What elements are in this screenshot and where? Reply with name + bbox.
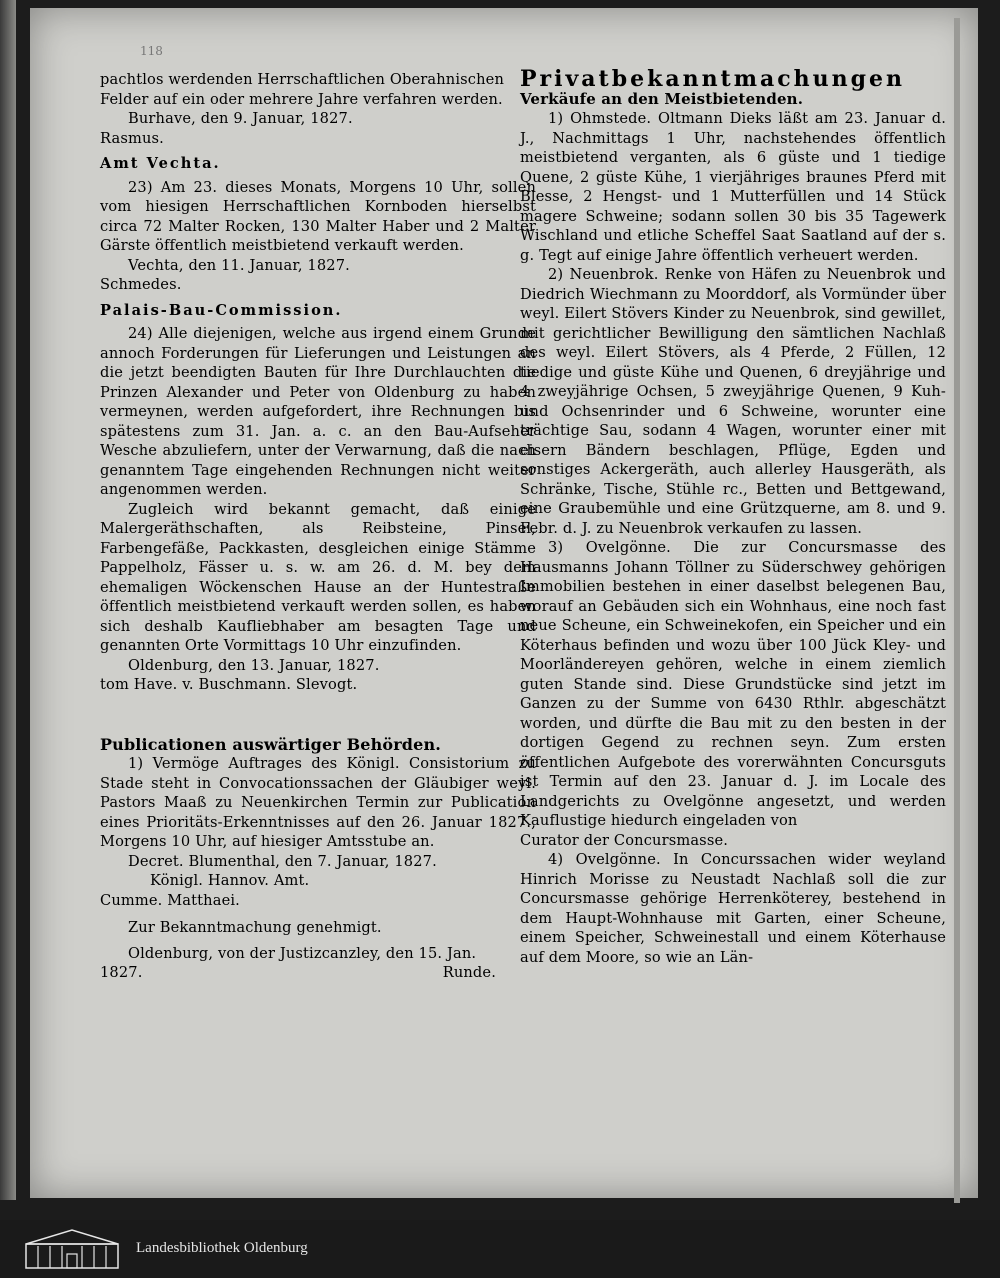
notice-24-signatures: tom Have. v. Buschmann. Slevogt. [100,676,358,693]
publication-1-date: Decret. Blumenthal, den 7. Januar, 1827. [128,852,437,870]
notice-24-text: 24) Alle diejenigen, welche aus irgend einem Grunde annoch Forderungen für Lieferungen und Leistungen an die jetzt beendigten Bauten für Ihre Durchlauchten die Prinzen Alexander und Peter von Oldenburg zu haben vermeynen, werden aufgefordert, ihre Rechnungen bis spätestens zum 31. Jan. a. c. an den Bau-Aufseher Wesche abzuliefern, unter der Verwarnung, daß die nach genanntem Tage eingehenden Rechnungen nicht weiter angenommen werden. [100,325,536,498]
library-name: Landesbibliothek Oldenburg [136,1240,308,1256]
page-corner-mark: 118 [140,44,163,58]
notice-3-signature: Curator der Concursmasse. [520,831,729,849]
notice-23-signature: Schmedes. [100,276,182,293]
notice-23-date: Vechta, den 11. Januar, 1827. [128,256,350,274]
library-building-logo [22,1226,122,1270]
notice-1-ohmstede: 1) Ohmstede. Oltmann Dieks läßt am 23. Januar d. J., Nachmittags 1 Uhr, nachstehendes öffentlich meistbietend verganten, als 6 güste und 1 tiedige Quene, 2 güste Kühe, 1 vierjähriges braunes Pferd mit Blesse, 2 Hengst- und 1 Mutterfüllen und 14 Stück magere Schweine; sodann sollen 30 bis 35 Tagewerk Wischland und etliche Scheffel Saat Saatland auf der s. g. Tegt auf einige Jahre öffentlich verheuert werden. [520,110,946,264]
publication-1-office: Königl. Hannov. Amt. [150,872,310,889]
book-spine [0,0,16,1200]
publication-1-closing [100,963,536,983]
amt-vechta-heading: Amt Vechta. [100,155,221,172]
publication-1-place: Oldenburg, von der Justizcanzley, den 15. Jan. [128,944,477,962]
library-footer [0,1220,1000,1278]
intro-line-1: pachtlos werdenden Herrschaftlichen Oberahnischen [100,71,505,88]
page-edge [954,18,960,1203]
notice-2-neuenbrok: 2) Neuenbrok. Renke von Häfen zu Neuenbrok und Diedrich Wiechmann zu Moorddorf, als Vormünder über weyl. Eilert Stövers Kinder zu Neuenbrok, sind gewillet, mit gerichtlicher Bewilligung den sämtlichen Nachlaß des weyl. Eilert Stövers, als 4 Pferde, 2 Füllen, 12 tiedige und güste Kühe und Quenen, 6 dreyjährige und 4 zweyjährige Ochsen, 5 zweyjährige Quenen, 9 Kuh- und Ochsenrinder und 6 Schweine, worunter eine trächtige Sau, sodann 4 Wagen, worunter einer mit eisern Bändern beschlagen, Pflüge, Egden und sonstiges Ackergeräth, auch allerley Hausgeräth, als Schränke, Tische, Stühle rc., Betten und Bettgewand, eine Graubemühle und eine Grützquerne, am 8. und 9. Febr. d. J. zu Neuenbrok verkaufen zu lassen. [520,266,946,537]
notice-24-date: Oldenburg, den 13. Januar, 1827. [128,656,380,674]
notice-4-ovelgoenne: 4) Ovelgönne. In Concurssachen wider weyland Hinrich Morisse zu Neustadt Nachlaß soll die zur Concursmasse gehörige Herrenköterey, bestehend in dem Haupt-Wohnhause mit Garten, einer Scheune, einem Speicher, Schweinestall und einem Köterhause auf dem Moore, so wie an Län- [520,851,946,966]
publications-heading: Publicationen auswärtiger Behörden. [100,734,441,754]
publication-1-year: 1827. [100,964,143,981]
sales-subtitle: Verkäufe an den Meistbietenden. [520,89,804,108]
publication-1-text: 1) Vermöge Auftrages des Königl. Consistorium zu Stade steht in Convocationssachen der Gläubiger weyl. Pastors Maaß zu Neuenkirchen Termin zur Publication eines Prioritäts-Erkenntnisses auf den 26. Januar 1827., Morgens 10 Uhr, auf hiesiger Amtsstube an. [100,755,536,850]
intro-date: Burhave, den 9. Januar, 1827. [128,110,353,127]
notice-3-ovelgoenne: 3) Ovelgönne. Die zur Concursmasse des Hausmanns Johann Töllner zu Süderschwey gehörigen Immobilien bestehen in einer daselbst belegenen Bau, worauf an Gebäuden sich ein Wohnhaus, eine noch fast neue Scheune, ein Schweinekofen, ein Speicher und ein Köterhaus befinden und wozu über 100 Jück Kley- und Moorländereyen gehören, welche in einem ziemlich guten Stande sind. Diese Grundstücke sind jetzt im Ganzen zu der Summe von 6430 Rthlr. abgeschätzt worden, und dürfte die Bau mit zu den besten in der dortigen Gegend zu rechnen seyn. Zum ersten öffentlichen Aufgebote des vorerwähnten Concursguts ist Termin auf den 23. Januar d. J. im Locale des Landgerichts zu Ovelgönne angesetzt, und werden Kauflustige hiedurch eingeladen von [520,539,946,829]
palais-commission-heading: Palais-Bau-Commission. [100,301,343,319]
left-column [100,70,536,983]
notice-23-text: 23) Am 23. dieses Monats, Morgens 10 Uhr, sollen vom hiesigen Herrschaftlichen Kornboden hierselbst circa 72 Malter Rocken, 130 Malter Haber und 2 Malter Gärste öffentlich meistbietend verkauft werden. [100,178,536,254]
publication-1-signatures: Cumme. Matthaei. [100,891,240,909]
publication-1-signature-2: Runde. [442,964,496,981]
right-column [520,66,946,967]
intro-signature: Rasmus. [100,129,164,147]
private-announcements-title: Privatbekanntmachungen [520,66,906,92]
publication-1-approval: Zur Bekanntmachung genehmigt. [128,919,382,936]
notice-24-text-2: Zugleich wird bekannt gemacht, daß einige Malergeräthschaften, als Reibsteine, Pinsel, Farbengefäße, Packkasten, desgleichen einige Stämme Pappelholz, Fässer u. s. w. am 26. d. M. bey dem ehemaligen Wöckenschen Hause an der Huntestraße öffentlich meistbietend verkauft werden sollen, es haben sich deshalb Kaufliebhaber am besagten Tage und genannten Orte Vormittags 10 Uhr einzufinden. [100,500,536,654]
intro-line-2: Felder auf ein oder mehrere Jahre verfahren werden. [100,90,503,108]
